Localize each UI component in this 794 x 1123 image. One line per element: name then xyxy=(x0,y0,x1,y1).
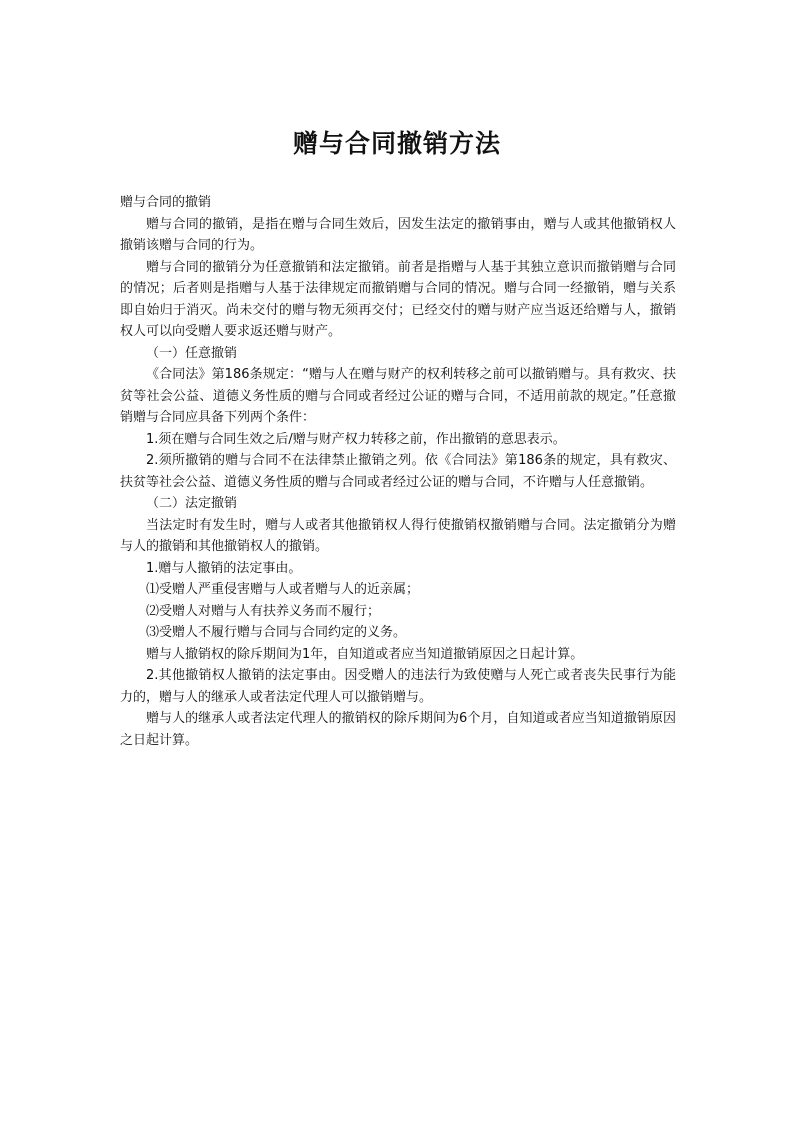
paragraph: 赠与人撤销权的除斥期间为1年，自知道或者应当知道撤销原因之日起计算。 xyxy=(146,646,584,662)
list-item: ⑶受赠人不履行赠与合同与合同约定的义务。 xyxy=(146,625,407,640)
paragraph: 赠与合同的撤销分为任意撤销和法定撤销。前者是指赠与人基于其独立意识而撤销赠与合同的情况；后者则是指赠与人基于法律规定而撤销赠与合同的情况。赠与合同一经撤销，赠与关系即自始归于消灭。尚未交付的赠与物无须再交付；已经交付的赠与财产应当返还给赠与人，撤销权人可以向受赠人要求返还赠与财产。 xyxy=(120,259,676,339)
subsection-heading: （一）任意撤销 xyxy=(146,345,238,361)
list-item: ⑵受赠人对赠与人有扶养义务而不履行； xyxy=(146,603,381,619)
paragraph: 当法定时有发生时，赠与人或者其他撤销权人得行使撤销权撤销赠与合同。法定撤销分为赠与人的撤销和其他撤销权人的撤销。 xyxy=(120,517,676,554)
list-item: 1.赠与人撤销的法定事由。 xyxy=(146,560,302,576)
list-item: 2.须所撤销的赠与合同不在法律禁止撤销之列。依《合同法》第186条的规定，具有救灾、扶贫等社会公益、道德义务性质的赠与合同或者经过公证的赠与合同，不许赠与人任意撤销。 xyxy=(120,453,676,490)
paragraph: 赠与人的继承人或者法定代理人的撤销权的除斥期间为6个月，自知道或者应当知道撤销原因之日起计算。 xyxy=(120,711,676,748)
section-heading: 赠与合同的撤销 xyxy=(120,195,212,210)
list-item: ⑴受赠人严重侵害赠与人或者赠与人的近亲属； xyxy=(146,582,420,597)
document-title: 赠与合同撤销方法 xyxy=(292,129,501,158)
paragraph: 赠与合同的撤销，是指在赠与合同生效后，因发生法定的撤销事由，赠与人或其他撤销权人撤销该赠与合同的行为。 xyxy=(120,216,676,253)
paragraph: 《合同法》第186条规定：“赠与人在赠与财产的权利转移之前可以撤销赠与。具有救灾、扶贫等社会公益、道德义务性质的赠与合同或者经过公证的赠与合同，不适用前款的规定。”任意撤销赠与合同应具备下列两个条件： xyxy=(120,367,676,425)
list-item: 2.其他撤销权人撤销的法定事由。因受赠人的违法行为致使赠与人死亡或者丧失民事行为能力的，赠与人的继承人或者法定代理人可以撤销赠与。 xyxy=(120,668,676,705)
document-body xyxy=(120,192,676,751)
list-item: 1.须在赠与合同生效之后/赠与财产权力转移之前，作出撤销的意思表示。 xyxy=(146,431,566,447)
subsection-heading: （二）法定撤销 xyxy=(146,496,238,511)
